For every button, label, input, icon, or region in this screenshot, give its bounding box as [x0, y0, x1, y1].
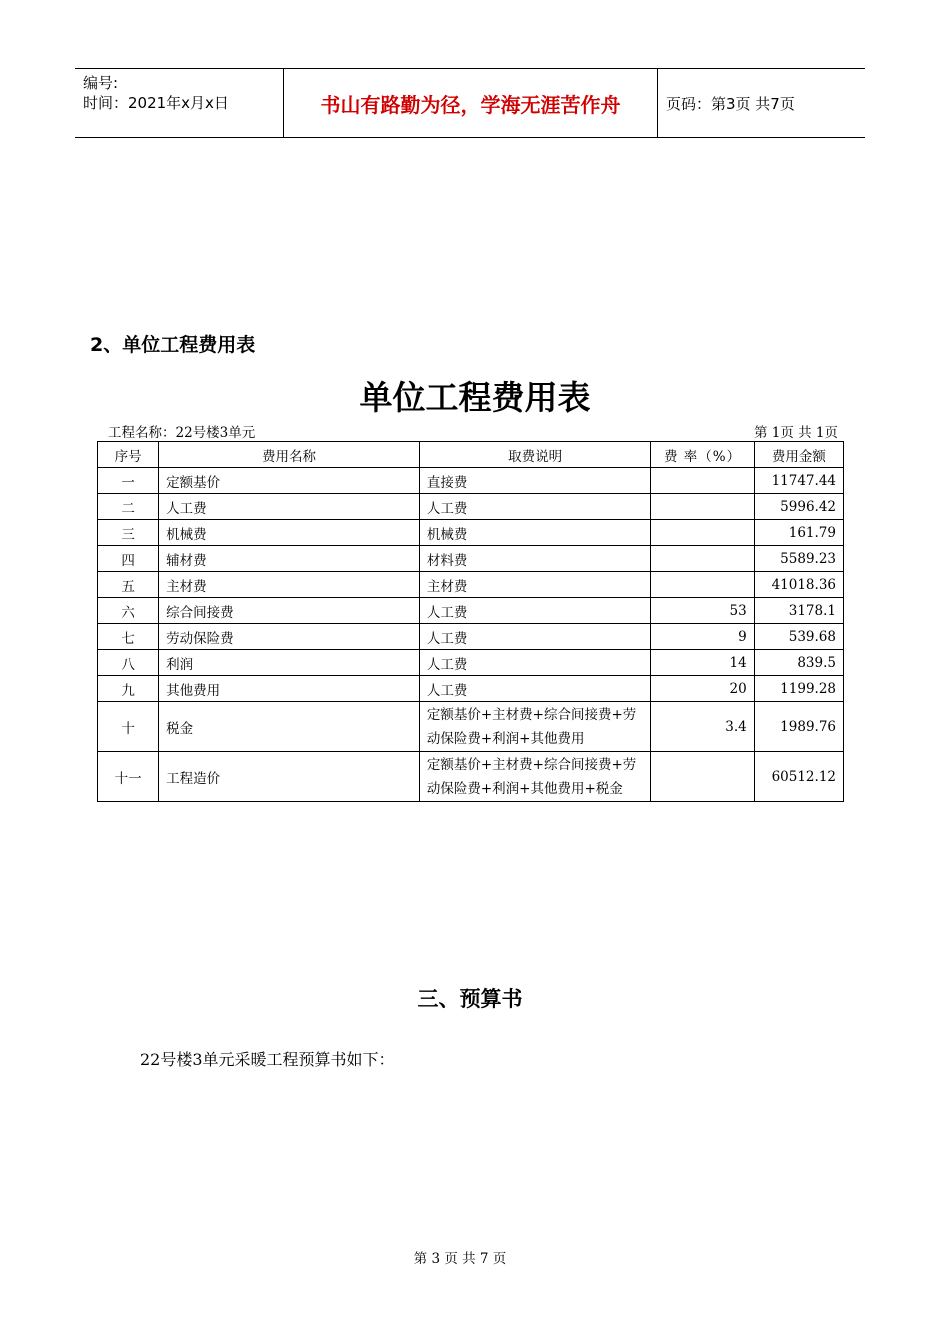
cell-name: 利润 — [159, 650, 420, 676]
cell-amount: 3178.1 — [754, 598, 843, 624]
cell-rate — [651, 520, 754, 546]
cell-amount: 1199.28 — [754, 676, 843, 702]
cell-desc: 人工费 — [419, 598, 651, 624]
cell-amount: 41018.36 — [754, 572, 843, 598]
cell-rate: 9 — [651, 624, 754, 650]
table-header-row — [98, 442, 844, 468]
cell-desc: 材料费 — [419, 546, 651, 572]
cell-seq: 三 — [98, 520, 159, 546]
page-footer: 第 3 页 共 7 页 — [413, 1251, 507, 1267]
time-label: 时间：2021年x月x日 — [83, 94, 229, 112]
table-row — [98, 598, 844, 624]
table-row — [98, 546, 844, 572]
cell-name: 劳动保险费 — [159, 624, 420, 650]
cell-name: 税金 — [159, 702, 420, 752]
cell-seq: 四 — [98, 546, 159, 572]
cell-rate — [651, 468, 754, 494]
cell-desc: 机械费 — [419, 520, 651, 546]
cell-name: 综合间接费 — [159, 598, 420, 624]
cell-seq: 二 — [98, 494, 159, 520]
cell-rate: 53 — [651, 598, 754, 624]
cell-rate: 3.4 — [651, 702, 754, 752]
table-row — [98, 650, 844, 676]
table-row — [98, 468, 844, 494]
table-meta-row — [108, 421, 838, 441]
cell-name: 主材费 — [159, 572, 420, 598]
cell-seq: 九 — [98, 676, 159, 702]
cell-seq: 六 — [98, 598, 159, 624]
column-header: 费用名称 — [159, 442, 420, 468]
column-header: 取费说明 — [419, 442, 651, 468]
cell-amount: 5996.42 — [754, 494, 843, 520]
cell-amount: 60512.12 — [754, 752, 843, 802]
cell-rate — [651, 546, 754, 572]
cell-rate: 20 — [651, 676, 754, 702]
chapter-heading: 三、预算书 — [417, 987, 523, 1011]
cell-desc: 人工费 — [419, 494, 651, 520]
cell-amount: 161.79 — [754, 520, 843, 546]
table-row — [98, 624, 844, 650]
cell-seq: 一 — [98, 468, 159, 494]
section-heading: 2、单位工程费用表 — [90, 334, 256, 356]
cell-desc: 人工费 — [419, 650, 651, 676]
cell-seq: 十一 — [98, 752, 159, 802]
column-header: 费 率（%） — [651, 442, 754, 468]
cell-name: 其他费用 — [159, 676, 420, 702]
table-row — [98, 676, 844, 702]
cell-desc: 人工费 — [419, 676, 651, 702]
cell-desc: 主材费 — [419, 572, 651, 598]
table-row — [98, 572, 844, 598]
cell-seq: 八 — [98, 650, 159, 676]
cell-seq: 七 — [98, 624, 159, 650]
cell-desc: 人工费 — [419, 624, 651, 650]
number-label: 编号: — [83, 74, 119, 92]
cell-amount: 5589.23 — [754, 546, 843, 572]
cell-desc: 直接费 — [419, 468, 651, 494]
cell-rate — [651, 572, 754, 598]
fee-table — [97, 441, 844, 802]
table-row — [98, 494, 844, 520]
table-row — [98, 702, 844, 752]
cell-amount: 539.68 — [754, 624, 843, 650]
table-row — [98, 520, 844, 546]
column-header: 序号 — [98, 442, 159, 468]
cell-seq: 十 — [98, 702, 159, 752]
cell-name: 工程造价 — [159, 752, 420, 802]
body-text: 22号楼3单元采暖工程预算书如下： — [140, 1050, 395, 1069]
cell-amount: 11747.44 — [754, 468, 843, 494]
header-page-label: 页码：第3页 共7页 — [666, 94, 795, 113]
cell-rate: 14 — [651, 650, 754, 676]
table-title: 单位工程费用表 — [359, 378, 591, 417]
cell-name: 辅材费 — [159, 546, 420, 572]
cell-rate — [651, 752, 754, 802]
cell-rate — [651, 494, 754, 520]
header-left-cell — [75, 69, 283, 137]
cell-desc: 定额基价+主材费+综合间接费+劳动保险费+利润+其他费用 — [419, 702, 651, 752]
header-motto: 书山有路勤为径，学海无涯苦作舟 — [283, 69, 658, 137]
document-header — [75, 68, 865, 138]
column-header: 费用金额 — [754, 442, 843, 468]
table-page-count: 第 1页 共 1页 — [753, 425, 838, 441]
project-name: 工程名称：22号楼3单元 — [108, 425, 256, 441]
cell-name: 人工费 — [159, 494, 420, 520]
cell-name: 定额基价 — [159, 468, 420, 494]
cell-desc: 定额基价+主材费+综合间接费+劳动保险费+利润+其他费用+税金 — [419, 752, 651, 802]
table-row — [98, 752, 844, 802]
cell-amount: 1989.76 — [754, 702, 843, 752]
cell-name: 机械费 — [159, 520, 420, 546]
cell-seq: 五 — [98, 572, 159, 598]
cell-amount: 839.5 — [754, 650, 843, 676]
